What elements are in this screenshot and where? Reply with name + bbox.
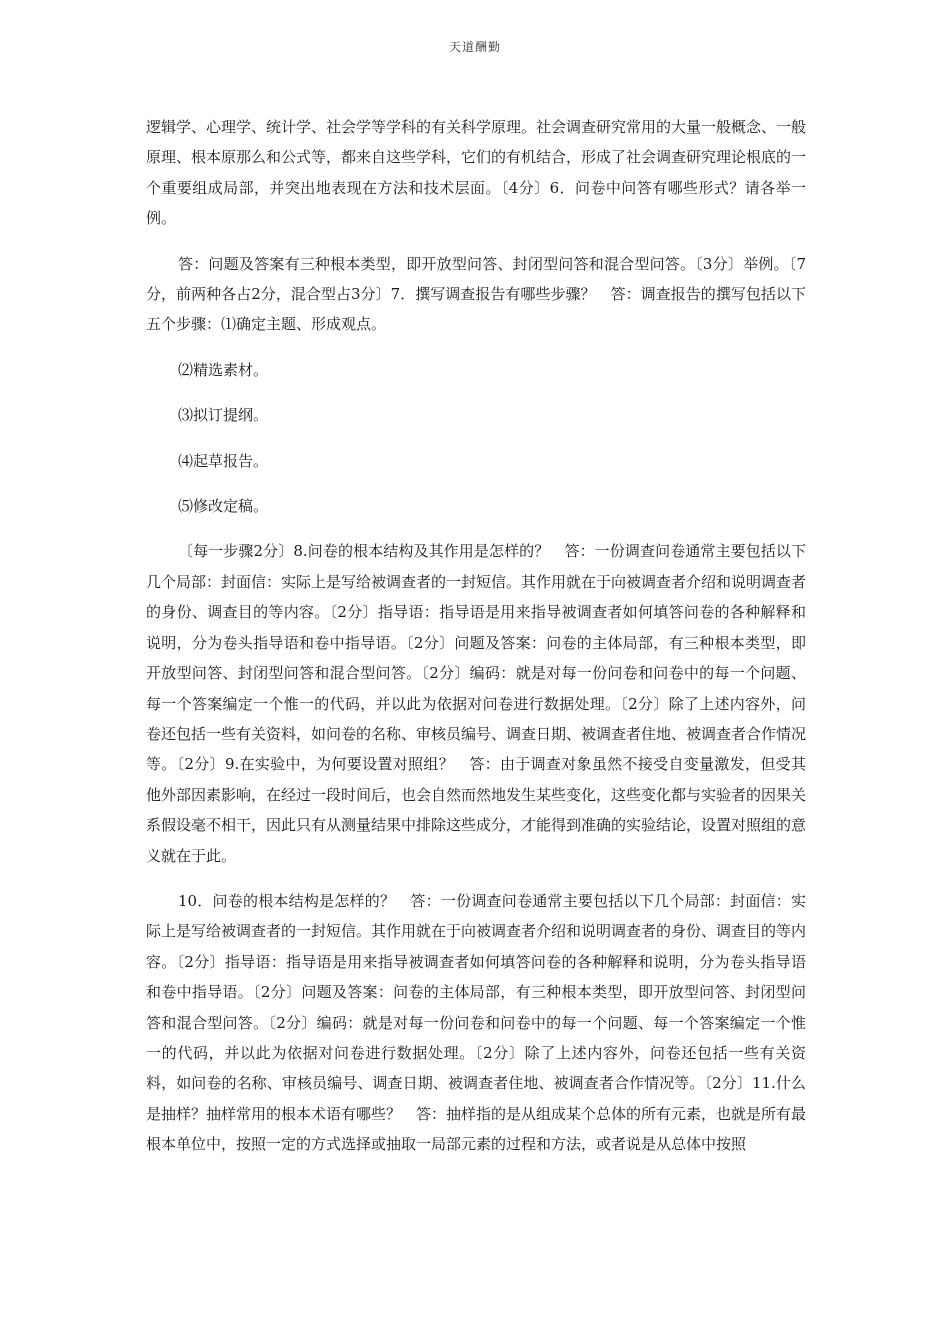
paragraph-answer-types: 答：问题及答案有三种根本类型，即开放型问答、封闭型问答和混合型问答。〔3分〕举例。〔7分，前两种各占2分，混合型占3分〕7．撰写调查报告有哪些步骤？ 答：调查报告的撰写包括以下五个步骤：⑴确定主题、形成观点。 [146,254,806,334]
step-item-4: ⑷起草报告。 [178,451,269,470]
step-item-2: ⑵精选素材。 [178,360,269,379]
paragraph-questionnaire-structure: 〔每一步骤2分〕8.问卷的根本结构及其作用是怎样的？ 答：一份调查问卷通常主要包括以下几个局部：封面信：实际上是写给被调查者的一封短信。其作用就在于向被调查者介绍和说明调查者的身份、调查目的等内容。〔2分〕指导语：指导语是用来指导被调查者如何填答问卷的各种解释和说明，分为卷头指导语和卷中指导语。〔2分〕问题及答案：问卷的主体局部，有三种根本类型，即开放型问答、封闭型问答和混合型问答。〔2分〕编码：就是对每一份问卷和问卷中的每一个问题、每一个答案编定一个惟一的代码，并以此为依据对问卷进行数据处理。〔2分〕除了上述内容外，问卷还包括一些有关资料，如问卷的名称、审核员编号、调查日期、被调查者住地、被调查者合作情况等。〔2分〕9.在实验中，为何要设置对照组？ 答：由于调查对象虽然不接受自变量激发，但受其他外部因素影响，在经过一段时间后，也会自然而然地发生某些变化，这些变化都与实验者的因果关系假设毫不相干，因此只有从测量结果中排除这些成分，才能得到准确的实验结论，设置对照组的意义就在于此。 [146,542,807,865]
page-header: 天道酬勤 [448,40,501,54]
step-item-3: ⑶拟订提纲。 [178,406,269,425]
document-body [146,112,806,1175]
paragraph-principles: 逻辑学、心理学、统计学、社会学等学科的有关科学原理。社会调查研究常用的大量一般概念、一般原理、根本原那么和公式等，都来自这些学科，它们的有机结合，形成了社会调查研究理论根底的一个重要组成局部，并突出地表现在方法和技术层面。〔4分〕6．问卷中问答有哪些形式？请各举一例。 [146,118,807,228]
step-item-5: ⑸修改定稿。 [178,497,269,516]
paragraph-q10: 10．问卷的根本结构是怎样的？ 答：一份调查问卷通常主要包括以下几个局部：封面信：实际上是写给被调查者的一封短信。其作用就在于向被调查者介绍和说明调查者的身份、调查目的等内容。〔2分〕指导语：指导语是用来指导被调查者如何填答问卷的各种解释和说明，分为卷头指导语和卷中指导语。〔2分〕问题及答案：问卷的主体局部，有三种根本类型，即开放型问答、封闭型问答和混合型问答。〔2分〕编码：就是对每一份问卷和问卷中的每一个问题、每一个答案编定一个惟一的代码，并以此为依据对问卷进行数据处理。〔2分〕除了上述内容外，问卷还包括一些有关资料，如问卷的名称、审核员编号、调查日期、被调查者住地、被调查者合作情况等。〔2分〕11.什么是抽样？抽样常用的根本术语有哪些？ 答：抽样指的是从组成某个总体的所有元素，也就是所有最根本单位中，按照一定的方式选择或抽取一局部元素的过程和方法，或者说是从总体中按照 [146,891,807,1154]
